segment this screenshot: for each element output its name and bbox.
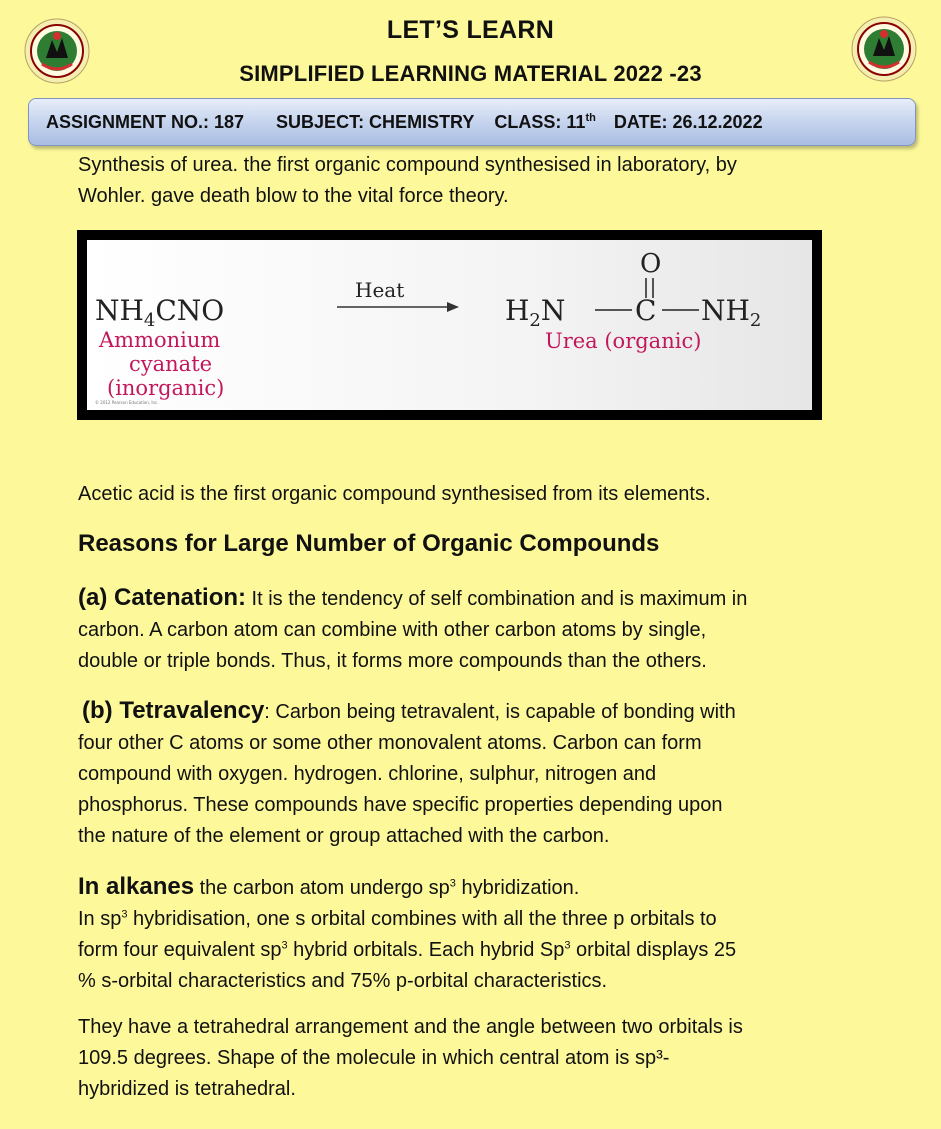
product-oxygen: O [640, 249, 662, 279]
alkanes-term: In alkanes [78, 873, 195, 900]
date-label: DATE: 26.12.2022 [613, 111, 763, 132]
assignment-number: ASSIGNMENT NO.: 187 [46, 111, 245, 132]
reactant-name-line2: cyanate [129, 352, 213, 376]
urea-synthesis-figure [77, 230, 822, 420]
product-name: Urea (organic) [545, 329, 702, 353]
figure-credit: © 2012 Pearson Education, Inc. [95, 400, 159, 405]
product-left-group: $H_2N$ [505, 294, 566, 331]
page-subtitle: SIMPLIFIED LEARNING MATERIAL 2022 -23 [239, 61, 702, 86]
reactant-name-line1: Ammonium [99, 328, 221, 352]
assignment-banner [28, 98, 916, 146]
section-heading: Reasons for Large Number of Organic Compounds [78, 530, 660, 557]
page-title: LET’S LEARN [386, 16, 555, 44]
reactant-name-line3: (inorganic) [107, 376, 225, 400]
catenation-paragraph: (a) Catenation: It is the tendency of self combination and is maximum in carbon. A carbon atom can combine with other carbon atoms by single, double or triple bonds. Thus, it forms more compounds than the others. [78, 584, 748, 672]
tetrahedral-paragraph: They have a tetrahedral arrangement and the angle between two orbitals is 109.5 degrees. Shape of the molecule in which central atom is sp³- hybridized is tetrahedral. [78, 1016, 743, 1100]
product-carbon: C [635, 294, 657, 327]
class-label: CLASS: 11th [494, 111, 596, 132]
reaction-diagram [87, 240, 812, 410]
tetravalency-term: (b) Tetravalency [82, 697, 265, 724]
acetic-acid-text: Acetic acid is the first organic compound synthesised from its elements. [78, 483, 711, 505]
subject-label: SUBJECT: CHEMISTRY [276, 111, 475, 132]
alkanes-paragraph: In alkanes the carbon atom undergo $sp^3$ hybridization. In $sp^3$ hybridisation, one s orbital combines with all the three p orbitals to form four equivalent $sp^3$ hybrid orbitals. Each hybrid Sp$^3$ orbital displays 25 % s-orbital characteristics and 75% p-orbital characteristics. [78, 873, 737, 992]
catenation-term: (a) Catenation: [78, 584, 246, 611]
reaction-arrow-head [447, 302, 459, 312]
intro-paragraph: Synthesis of urea. the first organic compound synthesised in laboratory, by Wohler. gave death blow to the vital force theory. [78, 154, 737, 207]
reactant-formula: $NH_4CNO$ [95, 294, 225, 331]
tetravalency-paragraph: (b) Tetravalency: Carbon being tetravalent, is capable of bonding with four other C atoms or some other monovalent atoms. Carbon can form compound with oxygen. hydrogen. chlorine, sulphur, nitrogen and phosphorus. These compounds have specific properties depending upon the nature of the element or group attached with the carbon. [78, 697, 736, 847]
product-right-group: $NH_2$ [701, 294, 762, 331]
arrow-label: Heat [355, 278, 405, 302]
